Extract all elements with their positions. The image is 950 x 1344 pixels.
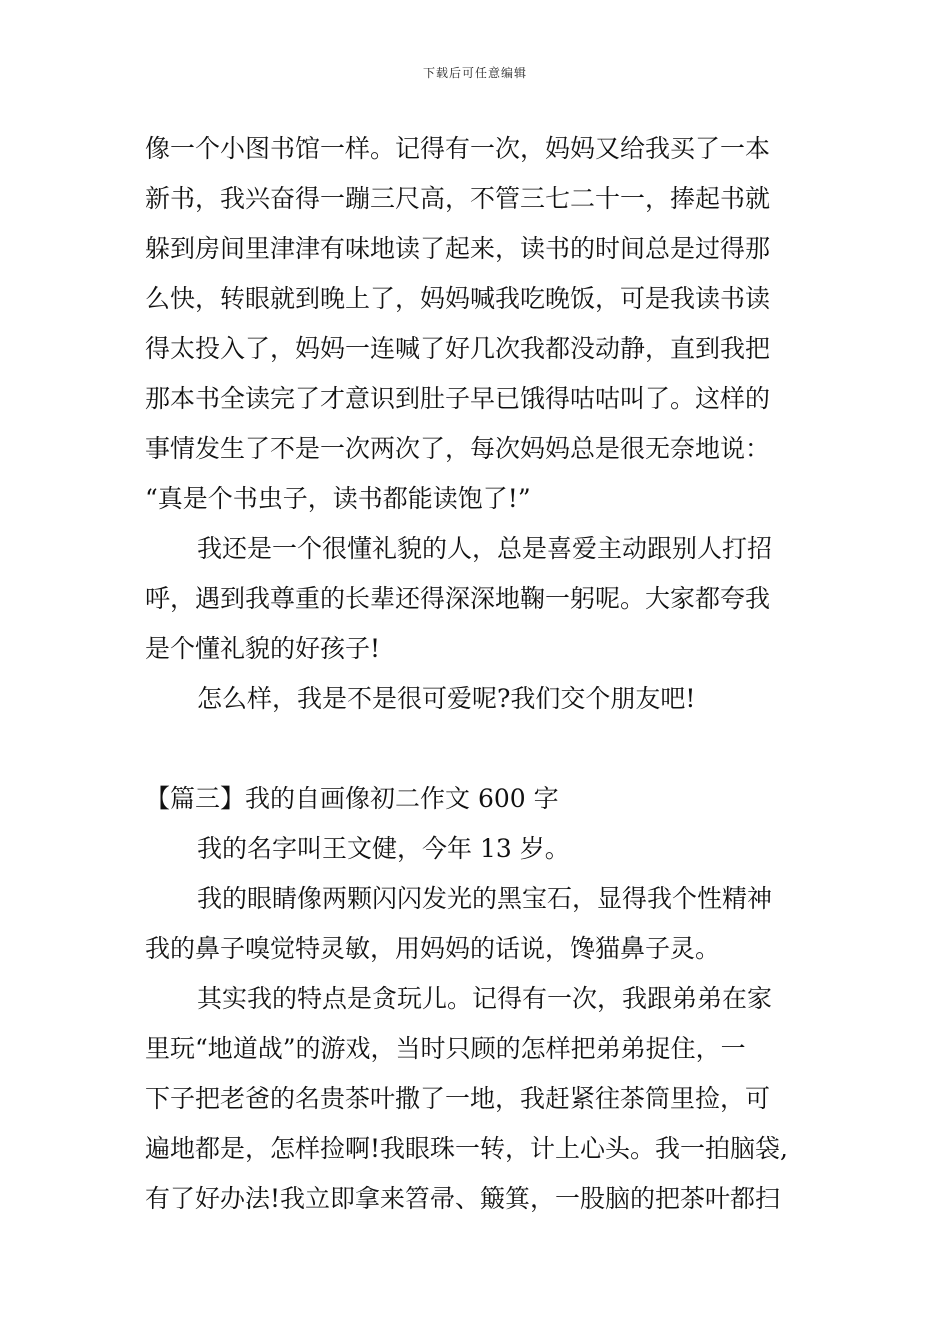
text-line: 么快，转眼就到晚上了，妈妈喊我吃晚饭，可是我读书读 bbox=[145, 284, 771, 313]
text-line: 我的名字叫王文健，今年 13 岁。 bbox=[197, 834, 570, 863]
text-line: 其实我的特点是贪玩儿。记得有一次，我跟弟弟在家 bbox=[197, 984, 773, 1013]
section-gap bbox=[145, 724, 835, 774]
text-line: “真是个书虫子，读书都能读饱了!” bbox=[145, 484, 531, 513]
text-line: 那本书全读完了才意识到肚子早已饿得咕咕叫了。这样的 bbox=[145, 384, 771, 413]
text-line: 我还是一个很懂礼貌的人，总是喜爱主动跟别人打招 bbox=[197, 534, 773, 563]
text-line: 得太投入了，妈妈一连喊了好几次我都没动静，直到我把 bbox=[145, 334, 771, 363]
section-heading: 【篇三】我的自画像初二作文 600 字 bbox=[145, 784, 559, 813]
text-line: 躲到房间里津津有味地读了起来，读书的时间总是过得那 bbox=[145, 234, 771, 263]
text-line: 是个懂礼貌的好孩子! bbox=[145, 634, 381, 663]
text-line: 遍地都是，怎样捡啊!我眼珠一转，计上心头。我一拍脑袋, bbox=[145, 1134, 788, 1163]
text-line: 我的眼睛像两颗闪闪发光的黑宝石，显得我个性精神 bbox=[197, 884, 773, 913]
text-line: 下子把老爸的名贵茶叶撒了一地，我赶紧往茶筒里捡，可 bbox=[145, 1084, 771, 1113]
text-line: 新书，我兴奋得一蹦三尺高，不管三七二十一，捧起书就 bbox=[145, 184, 771, 213]
text-line: 里玩“地道战”的游戏，当时只顾的怎样把弟弟捉住，一 bbox=[145, 1034, 746, 1063]
text-line: 怎么样，我是不是很可爱呢?我们交个朋友吧! bbox=[197, 684, 696, 713]
page-header: 下载后可任意编辑 bbox=[422, 66, 527, 80]
text-line: 像一个小图书馆一样。记得有一次，妈妈又给我买了一本 bbox=[145, 134, 771, 163]
text-line: 呼，遇到我尊重的长辈还得深深地鞠一躬呢。大家都夸我 bbox=[145, 584, 771, 613]
document-body bbox=[145, 124, 835, 1224]
text-line: 我的鼻子嗅觉特灵敏，用妈妈的话说，馋猫鼻子灵。 bbox=[145, 934, 721, 963]
text-line: 事情发生了不是一次两次了，每次妈妈总是很无奈地说： bbox=[145, 434, 771, 463]
text-line: 有了好办法!我立即拿来笤帚、簸箕，一股脑的把茶叶都扫 bbox=[145, 1184, 781, 1213]
